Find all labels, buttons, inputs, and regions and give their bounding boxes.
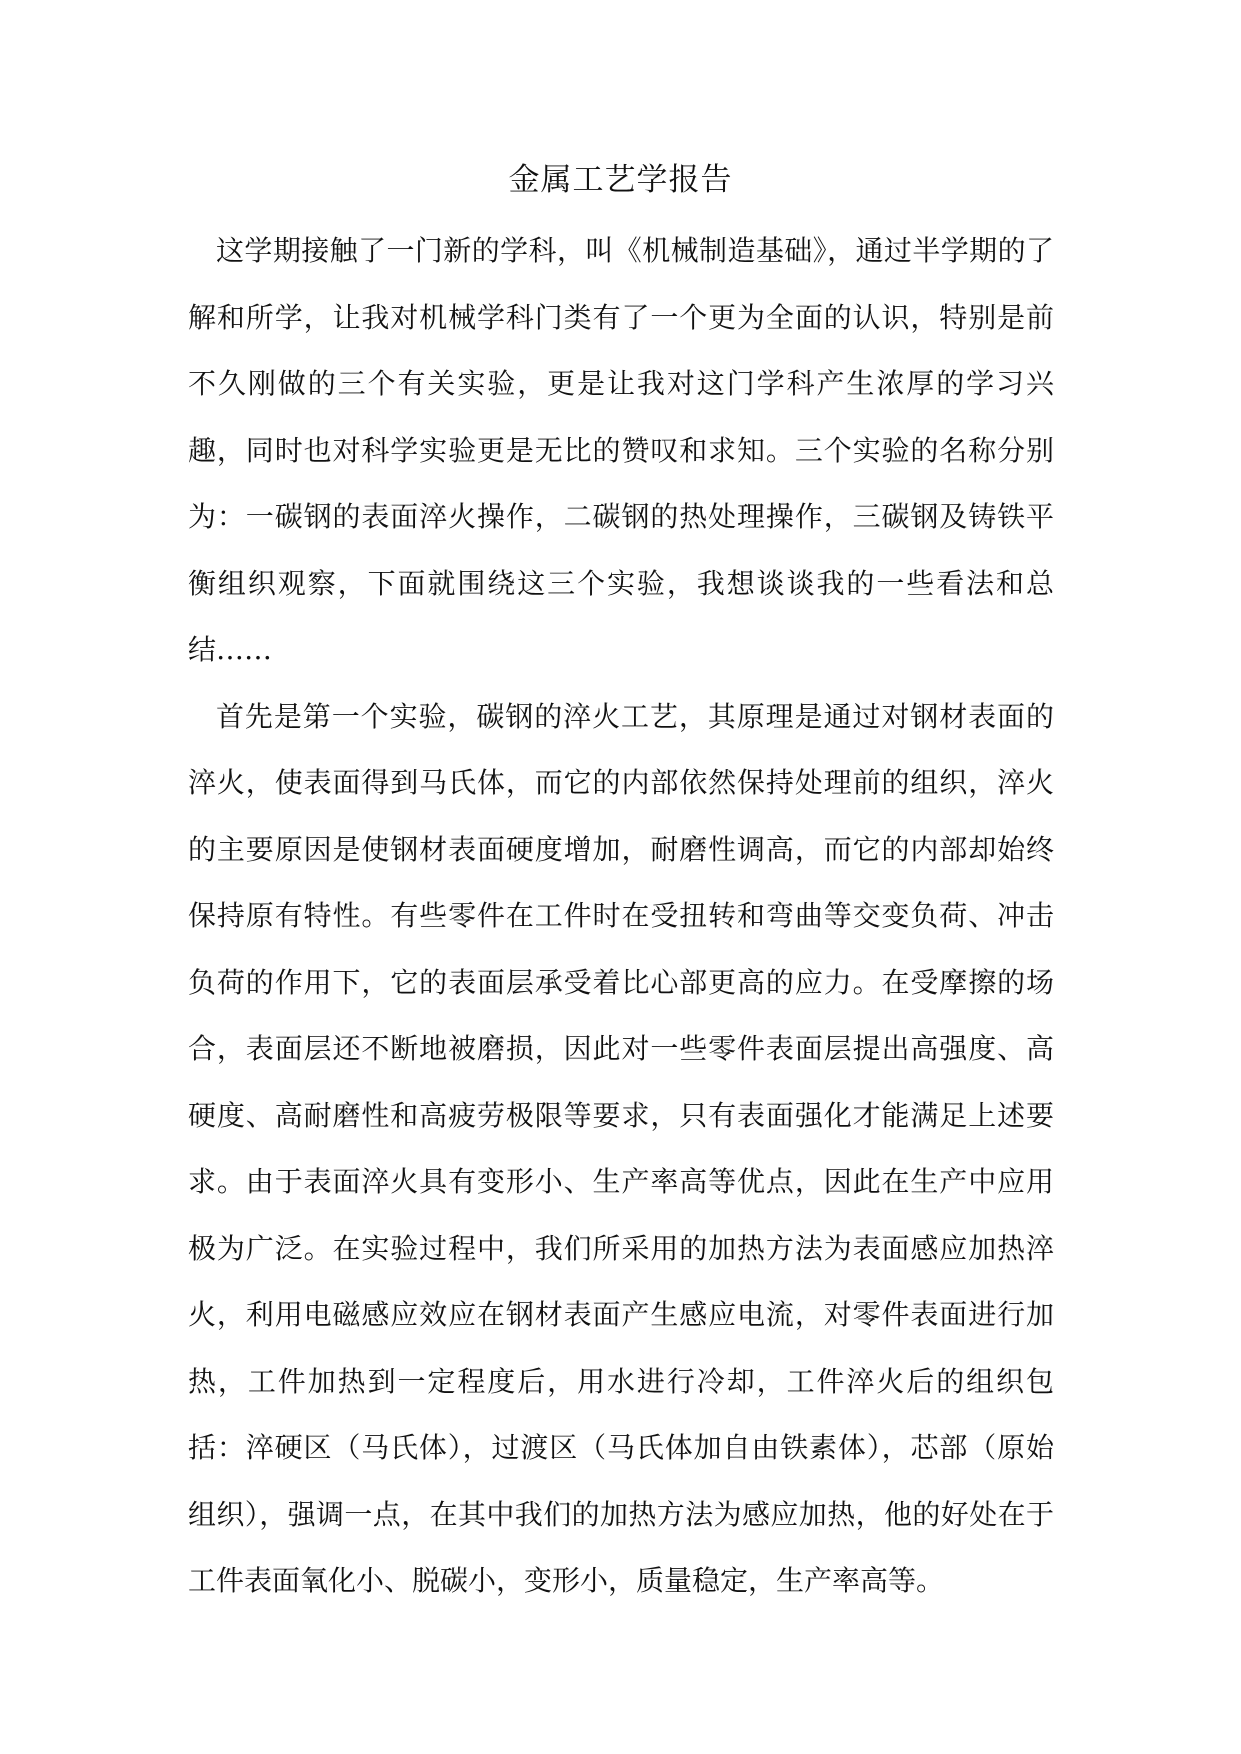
document-title: 金属工艺学报告 bbox=[508, 162, 733, 198]
document-body bbox=[188, 218, 1054, 1615]
paragraph-intro: 这学期接触了一门新的学科，叫《机械制造基础》，通过半学期的了解和所学，让我对机械学科门类有了一个更为全面的认识，特别是前不久刚做的三个有关实验，更是让我对这门学科产生浓厚的学习兴趣，同时也对科学实验更是无比的赞叹和求知。三个实验的名称分别为：一碳钢的表面淬火操作，二碳钢的热处理操作，三碳钢及铸铁平衡组织观察，下面就围绕这三个实验，我想谈谈我的一些看法和总结…… bbox=[188, 234, 1054, 666]
paragraph-experiment-one: 首先是第一个实验，碳钢的淬火工艺，其原理是通过对钢材表面的淬火，使表面得到马氏体，而它的内部依然保持处理前的组织，淬火的主要原因是使钢材表面硬度增加，耐磨性调高，而它的内部却始终保持原有特性。有些零件在工件时在受扭转和弯曲等交变负荷、冲击负荷的作用下，它的表面层承受着比心部更高的应力。在受摩擦的场合，表面层还不断地被磨损，因此对一些零件表面层提出高强度、高硬度、高耐磨性和高疲劳极限等要求，只有表面强化才能满足上述要求。由于表面淬火具有变形小、生产率高等优点，因此在生产中应用极为广泛。在实验过程中，我们所采用的加热方法为表面感应加热淬火，利用电磁感应效应在钢材表面产生感应电流，对零件表面进行加热，工件加热到一定程度后，用水进行冷却，工件淬火后的组织包括：淬硬区（马氏体），过渡区（马氏体加自由铁素体），芯部（原始组织），强调一点，在其中我们的加热方法为感应加热，他的好处在于工件表面氧化小、脱碳小，变形小，质量稳定，生产率高等。 bbox=[188, 699, 1054, 1597]
